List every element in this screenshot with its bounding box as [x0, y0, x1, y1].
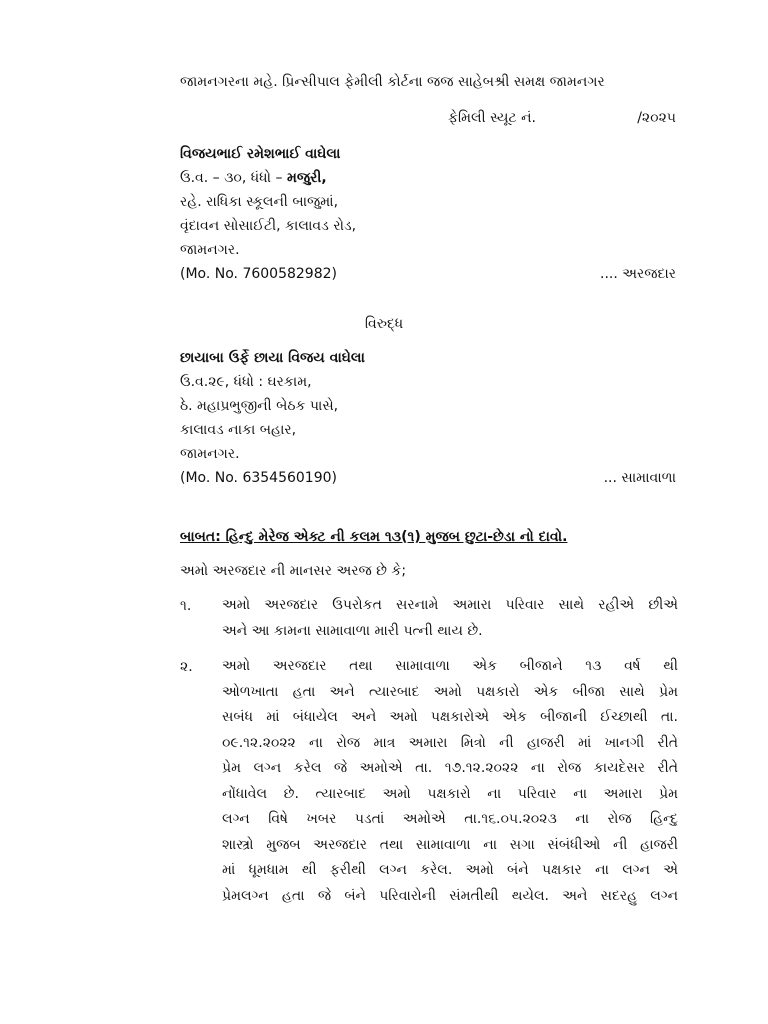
- paragraph-line: ઓળખાતા હતા અને ત્યારબાદ અમો પક્ષકારો એક બીજા સાથે પ્રેમ: [222, 683, 678, 700]
- petitioner-name: વિજયભાઈ રમેશભાઈ વાઘેલા: [180, 146, 341, 162]
- court-heading: જામનગરના મહે. પ્રિન્સીપાલ ફેમીલી કોર્ટના જજ સાહેબશ્રી સમક્ષ જામનગર: [180, 74, 605, 90]
- respondent-address-2: કાલાવડ નાકા બહાર,: [180, 422, 297, 438]
- suit-label: ફેમિલી સ્યૂટ નં.: [448, 110, 536, 126]
- respondent-name: છાયાબા ઉર્ફે છાયા વિજય વાઘેલા: [180, 350, 365, 366]
- petitioner-mobile: (Mo. No. 7600582982): [180, 266, 337, 282]
- paragraph-line: શાસ્ત્રો મુજબ અરજદાર તથા સામાવાળા ના સગા સંબંધીઓ ની હાજરી: [222, 836, 678, 853]
- item-number: ૧.: [180, 598, 192, 614]
- paragraph-line: અમો અરજદાર તથા સામાવાળા એક બીજાને ૧૩ વર્ષ થી: [222, 658, 678, 674]
- item-paragraph: [222, 593, 678, 644]
- subject-line: બાબત: હિન્દુ મેરેજ એક્ટ ની કલમ ૧૩(૧) મુજબ છુટા-છેડા નો દાવો.: [180, 529, 568, 545]
- petitioner-role: .... અરજદાર: [600, 266, 676, 282]
- suit-year: /૨૦૨૫: [637, 110, 676, 126]
- petitioner-age-occupation: [180, 168, 327, 188]
- paragraph-line: પ્રેમ લગ્ન કરેલ જે અમોએ તા. ૧૭.૧૨.૨૦૨૨ ના રોજ કાયદેસર રીતે: [222, 760, 678, 776]
- respondent-role: ... સામાવાળા: [603, 470, 676, 486]
- paragraph-line: સબંધ માં બંધાયેલ અને અમો પક્ષકારોએ એક બીજાની ઈચ્છાથી તા.: [222, 709, 678, 725]
- paragraph-line: અમો અરજદાર ઉપરોકત સરનામે અમારા પરિવાર સાથે રહીએ છીએ: [222, 597, 678, 613]
- paragraph-line: નોંધાવેલ છે. ત્યારબાદ અમો પક્ષકારો ના પરિવાર ના અમારા પ્રેમ: [222, 785, 678, 802]
- respondent-address-1: ઠે. મહાપ્રભુજીની બેઠક પાસે,: [180, 398, 339, 414]
- paragraph-line: ૦૯.૧૨.૨૦૨૨ ના રોજ માત્ર અમારા મિત્રો ની હાજરી માં ખાનગી રીતે: [222, 734, 678, 751]
- petitioner-age: ઉ.વ. – ૩૦, ધંધો –: [180, 170, 283, 186]
- petitioner-address-2: વૃંદાવન સોસાઈટી, કાલાવડ રોડ,: [180, 218, 357, 234]
- paragraph-line: અને આ કામના સામાવાળા મારી પત્ની થાય છે.: [222, 622, 483, 639]
- item-number: ૨.: [180, 659, 193, 675]
- item-paragraph: [222, 654, 678, 909]
- paragraph-line: માં ધૂમધામ થી ફરીથી લગ્ન કરેલ. અમો બંને પક્ષકાર ના લગ્ન એ: [222, 862, 678, 878]
- respondent-city: જામનગર.: [180, 446, 240, 462]
- respondent-mobile: (Mo. No. 6354560190): [180, 470, 337, 486]
- paragraph-line: પ્રેમલગ્ન હતા જે બંને પરિવારોની સંમતીથી થયેલ. અને સદરહુ લગ્ન: [222, 887, 678, 904]
- versus-label: વિરુદ્ધ: [364, 316, 404, 332]
- petitioner-address-1: રહે. રાધિકા સ્કૂલની બાજુમાં,: [180, 194, 339, 210]
- petitioner-occupation: મજુરી,: [286, 170, 327, 186]
- respondent-age: ઉ.વ.૨૯, ધંધો : ઘરકામ,: [180, 374, 312, 390]
- petitioner-city: જામનગર.: [180, 242, 240, 258]
- intro-line: અમો અરજદાર ની માનસર અરજ છે કે;: [180, 563, 407, 579]
- paragraph-line: લગ્ન વિષે ખબર પડતાં અમોએ તા.૧૬.૦૫.૨૦૨૩ ના રોજ હિન્દુ: [222, 811, 678, 827]
